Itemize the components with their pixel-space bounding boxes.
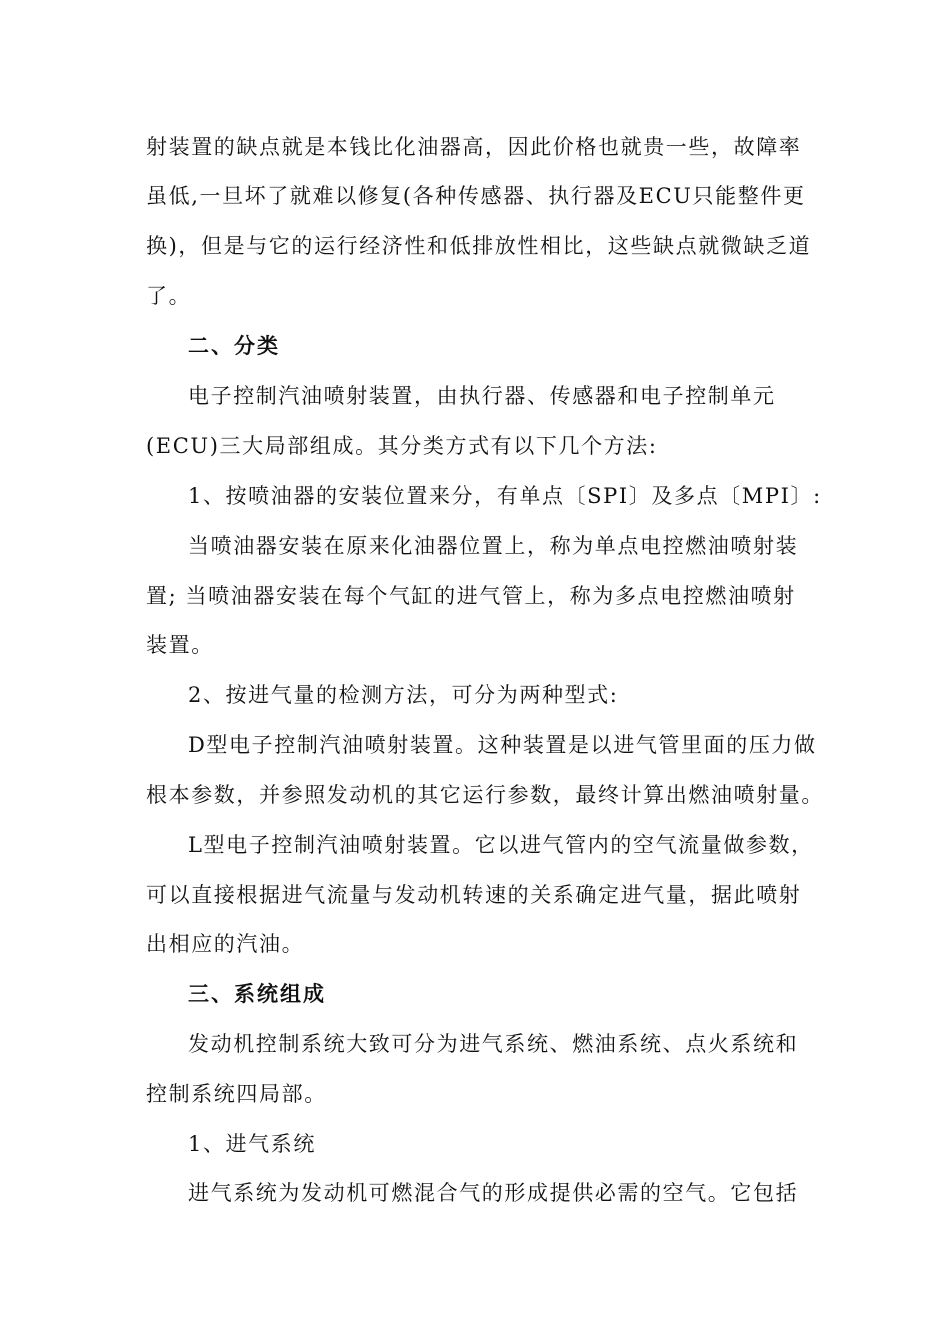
paragraph-line: 出相应的汽油。 bbox=[146, 932, 305, 956]
section-heading: 二、分类 bbox=[188, 333, 280, 358]
paragraph-line: 电子控制汽油喷射装置，由执行器、传感器和电子控制单元 bbox=[188, 384, 776, 408]
paragraph-line: 射装置的缺点就是本钱比化油器高，因此价格也就贵一些，故障率 bbox=[146, 135, 802, 159]
paragraph-line: 了。 bbox=[146, 284, 192, 308]
paragraph-line: 当喷油器安装在原来化油器位置上，称为单点电控燃油喷射装 bbox=[188, 534, 799, 558]
paragraph-line: L型电子控制汽油喷射装置。它以进气管内的空气流量做参数， bbox=[188, 833, 814, 857]
paragraph-line: 根本参数，并参照发动机的其它运行参数，最终计算出燃油喷射量。 bbox=[146, 783, 824, 807]
paragraph-line: 可以直接根据进气流量与发动机转速的关系确定进气量，据此喷射 bbox=[146, 883, 802, 907]
paragraph-line: 控制系统四局部。 bbox=[146, 1082, 327, 1106]
paragraph-line: 2、按进气量的检测方法，可分为两种型式: bbox=[188, 683, 619, 707]
paragraph-line: 发动机控制系统大致可分为进气系统、燃油系统、点火系统和 bbox=[188, 1032, 799, 1056]
paragraph-line: 装置。 bbox=[146, 633, 214, 657]
paragraph-line: 进气系统为发动机可燃混合气的形成提供必需的空气。它包括 bbox=[188, 1181, 799, 1205]
paragraph-line: D型电子控制汽油喷射装置。这种装置是以进气管里面的压力做 bbox=[188, 733, 817, 757]
paragraph-line: (ECU)三大局部组成。其分类方式有以下几个方法: bbox=[146, 434, 658, 458]
paragraph-line: 换)，但是与它的运行经济性和低排放性相比，这些缺点就微缺乏道 bbox=[146, 234, 812, 258]
paragraph-line: 置; 当喷油器安装在每个气缸的进气管上，称为多点电控燃油喷射 bbox=[146, 584, 796, 608]
subsection-heading: 1、进气系统 bbox=[188, 1132, 316, 1156]
section-heading: 三、系统组成 bbox=[188, 981, 326, 1006]
paragraph-line: 虽低,一旦坏了就难以修复(各种传感器、执行器及ECU只能整件更 bbox=[146, 184, 806, 208]
paragraph-line: 1、按喷油器的安装位置来分，有单点〔SPI〕及多点〔MPI〕: bbox=[188, 484, 822, 508]
